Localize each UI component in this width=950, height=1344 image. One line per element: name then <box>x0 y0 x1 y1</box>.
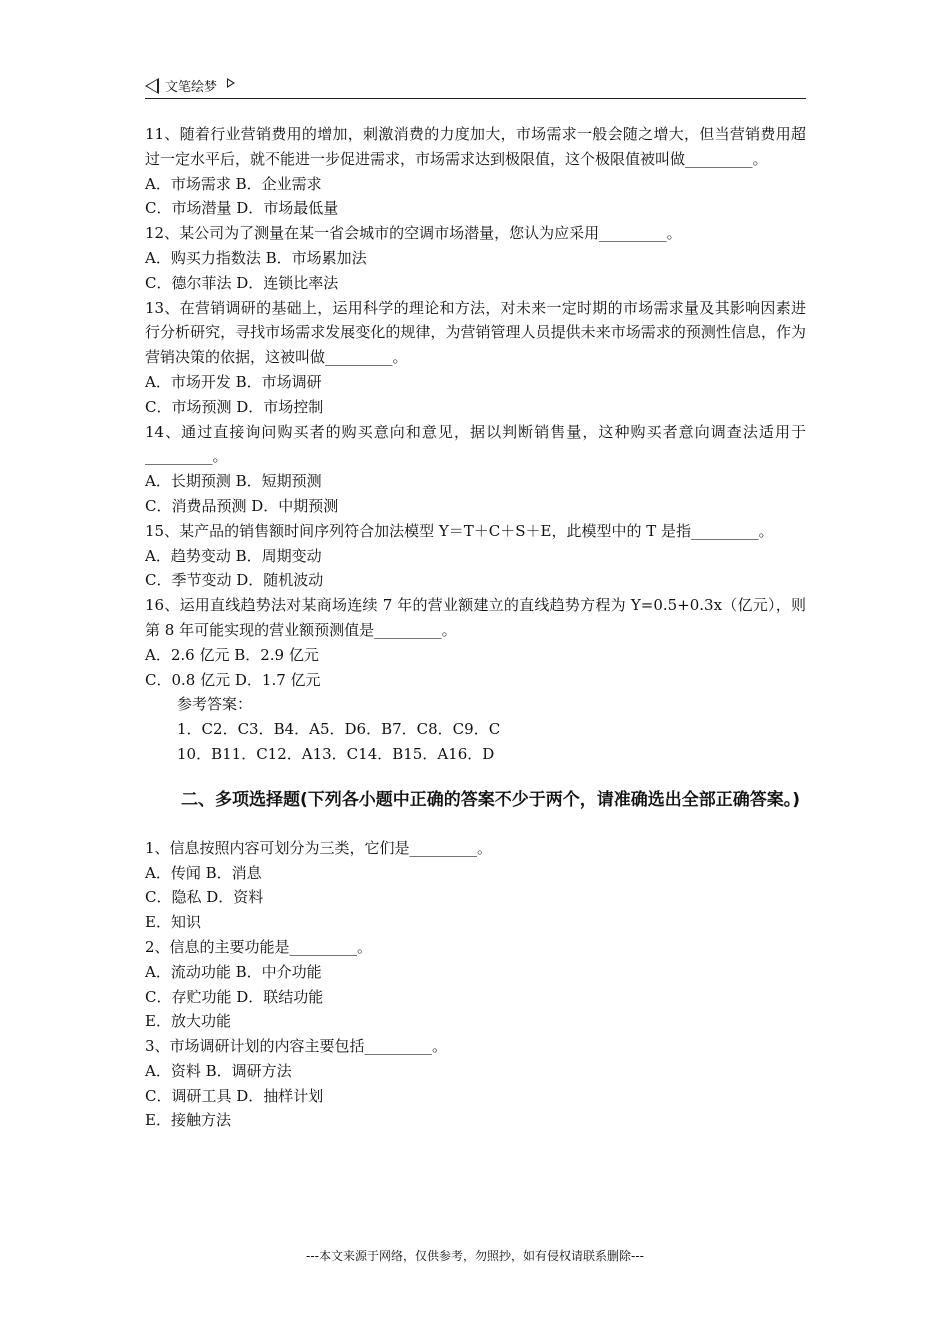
question-stem: 16、运用直线趋势法对某商场连续 7 年的营业额建立的直线趋势方程为 Y=0.5+0.3x（亿元），则第 8 年可能实现的营业额预测值是_________。 <box>145 596 806 639</box>
question-14 <box>145 420 806 519</box>
question-option: A．趋势变动 B．周期变动 <box>145 546 322 565</box>
question-option: A．市场需求 B．企业需求 <box>145 174 322 193</box>
page-header <box>145 74 806 99</box>
answer-line: 10．B11．C12．A13．C14．B15．A16．D <box>177 744 495 763</box>
question-m1 <box>145 836 806 935</box>
question-option: C．市场预测 D．市场控制 <box>145 397 324 416</box>
question-option: A．传闻 B．消息 <box>145 863 262 882</box>
question-stem: 2、信息的主要功能是_________。 <box>145 937 373 956</box>
triangle-left-icon <box>145 78 159 94</box>
question-option: E．放大功能 <box>145 1012 231 1031</box>
question-option: A．购买力指数法 B．市场累加法 <box>145 248 367 267</box>
answer-label: 参考答案： <box>177 695 253 714</box>
header-title: 文笔绘梦 <box>165 80 218 95</box>
question-option: C．消费品预测 D．中期预测 <box>145 496 339 515</box>
question-option: E．知识 <box>145 913 201 932</box>
answer-key <box>145 692 806 766</box>
question-stem: 12、某公司为了测量在某一省会城市的空调市场潜量，您认为应采用_________。 <box>145 224 682 243</box>
document-body <box>145 122 806 1133</box>
question-option: A．长期预测 B．短期预测 <box>145 472 322 491</box>
question-option: A．2.6 亿元 B．2.9 亿元 <box>145 645 319 664</box>
question-11 <box>145 122 806 221</box>
question-12 <box>145 221 806 295</box>
question-m3 <box>145 1034 806 1133</box>
question-option: C．季节变动 D．随机波动 <box>145 571 324 590</box>
page-footer: ---本文来源于网络，仅供参考，勿照抄，如有侵权请联系删除--- <box>306 1249 644 1263</box>
question-15 <box>145 519 806 593</box>
question-option: E．接触方法 <box>145 1111 231 1130</box>
question-option: C．存贮功能 D．联结功能 <box>145 987 324 1006</box>
question-option: C．德尔菲法 D．连锁比率法 <box>145 273 339 292</box>
question-stem: 11、随着行业营销费用的增加，刺激消费的力度加大，市场需求一般会随之增大，但当营销费用超过一定水平后，就不能进一步促进需求，市场需求达到极限值，这个极限值被叫做_________。 <box>145 125 806 168</box>
question-stem: 3、市场调研计划的内容主要包括_________。 <box>145 1037 448 1056</box>
question-option: A．流动功能 B．中介功能 <box>145 962 322 981</box>
question-option: C．调研工具 D．抽样计划 <box>145 1086 324 1105</box>
question-option: C．0.8 亿元 D．1.7 亿元 <box>145 670 321 689</box>
question-stem: 13、在营销调研的基础上，运用科学的理论和方法，对未来一定时期的市场需求量及其影响因素进行分析研究，寻找市场需求发展变化的规律，为营销管理人员提供未来市场需求的预测性信息，作为营销决策的依据，这被叫做_________。 <box>145 298 806 367</box>
question-m2 <box>145 935 806 1034</box>
question-stem: 14、通过直接询问购买者的购买意向和意见，据以判断销售量，这种购买者意向调查法适用于_________。 <box>145 422 806 466</box>
question-13 <box>145 296 806 420</box>
question-option: A．资料 B．调研方法 <box>145 1061 292 1080</box>
question-16 <box>145 593 806 692</box>
question-stem: 1、信息按照内容可划分为三类，它们是_________。 <box>145 838 493 857</box>
question-option: C．隐私 D．资料 <box>145 888 264 907</box>
triangle-right-icon <box>227 78 235 88</box>
header-brand <box>145 76 235 95</box>
question-option: A．市场开发 B．市场调研 <box>145 372 322 391</box>
question-option: C．市场潜量 D．市场最低量 <box>145 199 339 218</box>
question-stem: 15、某产品的销售额时间序列符合加法模型 Y＝T＋C＋S＋E，此模型中的 T 是指_________。 <box>145 521 774 540</box>
section-heading: 二、多项选择题(下列各小题中正确的答案不少于两个，请准确选出全部正确答案。) <box>181 789 801 810</box>
answer-line: 1．C2．C3．B4．A5．D6．B7．C8．C9．C <box>177 720 501 739</box>
